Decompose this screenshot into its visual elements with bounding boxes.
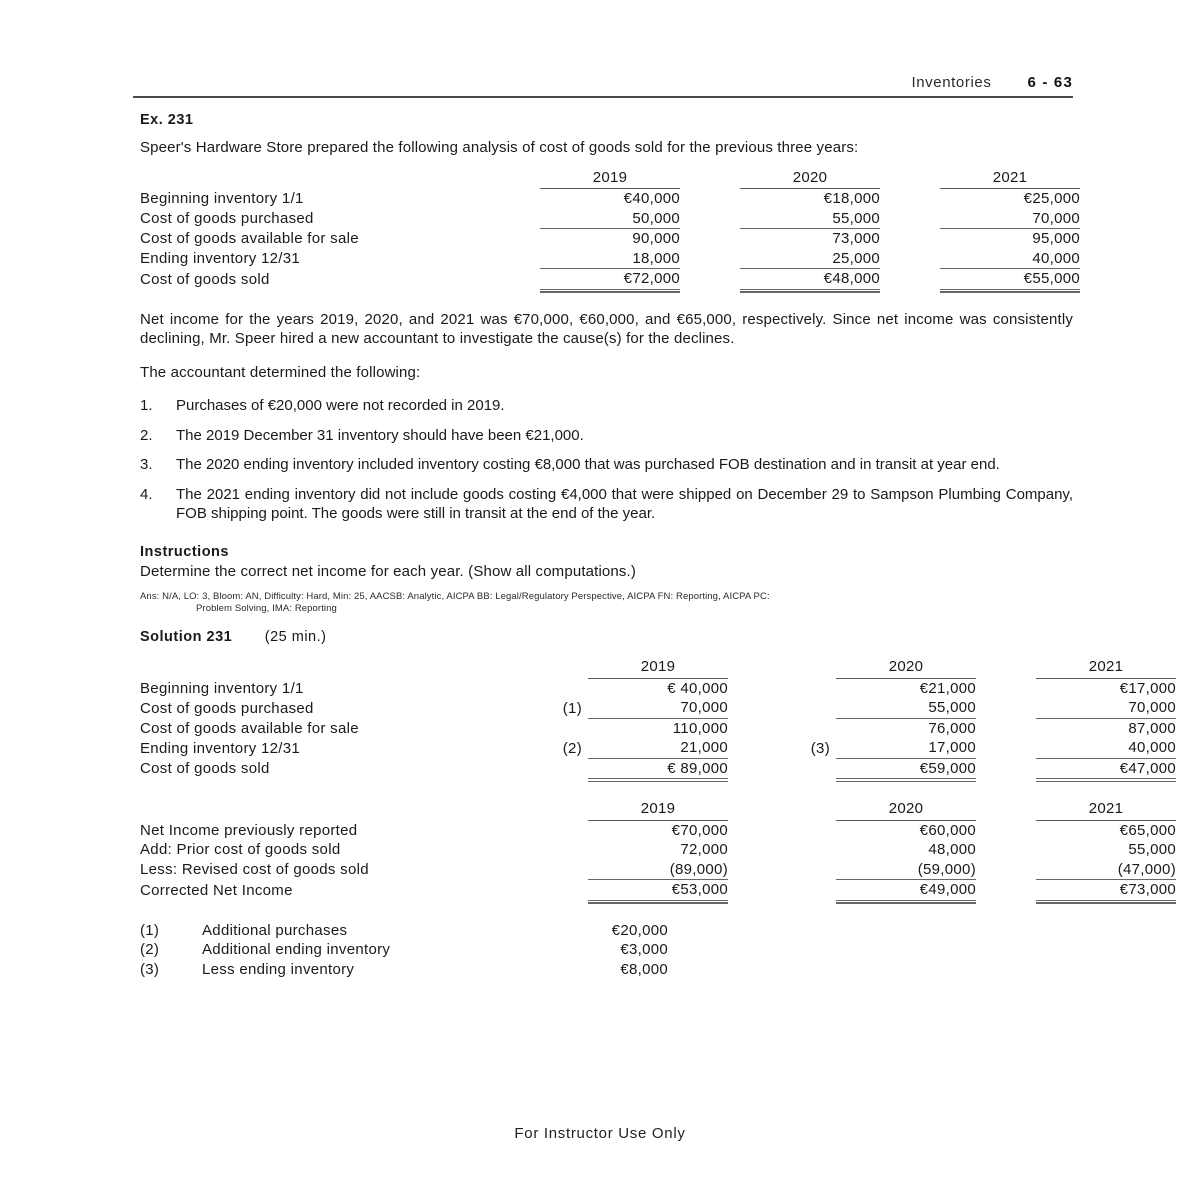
row-label: Less: Revised cost of goods sold: [140, 861, 369, 878]
row-value: (89,000): [588, 860, 728, 880]
row-value: 50,000: [540, 209, 680, 229]
row-ref: [788, 758, 836, 779]
ref-header: [540, 657, 588, 678]
table-row: [140, 698, 1176, 718]
row-label: Beginning inventory 1/1: [140, 679, 304, 697]
row-value: €18,000: [823, 190, 880, 207]
column-header-year-1: 2019: [588, 657, 728, 678]
table-header-row: [140, 657, 1176, 678]
table-total-row: [140, 269, 1080, 290]
solution-heading: [140, 629, 1073, 645]
row-value: (47,000): [1036, 860, 1176, 880]
header-divider-rule: [133, 96, 1073, 98]
ref-header: [788, 657, 836, 678]
row-value: 21,000: [588, 738, 728, 758]
list-item-text: The 2021 ending inventory did not include goods costing €4,000 that were shipped on December 29 to Sampson Plumbing Company, FOB shipping point. The goods were still in transit at the end of the year.: [176, 485, 1073, 522]
running-header: [133, 74, 1073, 91]
table-row: [140, 840, 1176, 860]
table-row: [140, 249, 1080, 269]
row-value: 72,000: [680, 841, 728, 858]
row-value: €73,000: [1036, 880, 1176, 901]
row-ref: [788, 678, 836, 698]
row-value: 70,000: [940, 209, 1080, 229]
ref-header: [540, 799, 588, 820]
row-value: €21,000: [919, 679, 976, 697]
header-page-number: 6 - 63: [1027, 74, 1073, 91]
table-corner-cell: [140, 657, 540, 678]
list-item-number: 2.: [140, 426, 153, 444]
column-gap: [880, 189, 940, 209]
row-ref: [540, 758, 588, 779]
table-row: [140, 229, 1080, 249]
column-header-year-3: 2021: [1036, 657, 1176, 678]
row-ref: [540, 840, 588, 860]
column-gap: [976, 860, 1036, 880]
row-value: (59,000): [836, 860, 976, 880]
row-value: €70,000: [671, 821, 728, 839]
row-ref: [788, 718, 836, 738]
footnote-value: €20,000: [611, 921, 668, 939]
table-row: [140, 820, 1176, 840]
column-header-year-1: 2019: [588, 799, 728, 820]
column-gap: [976, 758, 1036, 779]
row-value: 40,000: [1036, 738, 1176, 758]
row-value: 55,000: [836, 698, 976, 718]
row-value: 18,000: [540, 249, 680, 269]
column-gap: [680, 269, 740, 290]
footnote-row: [140, 960, 668, 980]
table-row: [140, 738, 1176, 758]
row-value: €49,000: [836, 880, 976, 901]
accountant-paragraph: The accountant determined the following:: [140, 363, 421, 381]
row-label: Corrected Net Income: [140, 881, 293, 899]
corrected-net-income-table: [140, 799, 1176, 901]
footnote-row: [140, 921, 668, 941]
footnote-row: [140, 940, 668, 960]
column-gap: [976, 880, 1036, 901]
column-gap: [680, 209, 740, 229]
row-value: €72,000: [540, 269, 680, 290]
row-value: €17,000: [1119, 679, 1176, 697]
list-item-number: 1.: [140, 397, 153, 414]
table-row: [140, 718, 1176, 738]
list-item: [140, 485, 1073, 524]
row-value: €53,000: [588, 880, 728, 901]
footnote-number: (3): [140, 960, 160, 978]
row-ref: [788, 880, 836, 901]
row-value: €60,000: [919, 821, 976, 839]
column-gap: [976, 678, 1036, 698]
row-label: Ending inventory 12/31: [140, 739, 301, 757]
row-value: €25,000: [1023, 190, 1080, 207]
row-ref: [540, 678, 588, 698]
row-value: € 40,000: [667, 679, 728, 697]
row-label: Cost of goods purchased: [140, 699, 314, 717]
solution-heading-label: Solution 231: [140, 629, 233, 645]
row-value: €48,000: [740, 269, 880, 290]
table-corner-cell: [140, 168, 540, 189]
column-gap: [728, 678, 788, 698]
column-header-year-3: 2021: [940, 168, 1080, 189]
column-gap: [728, 799, 788, 820]
footnote-text: Additional purchases: [202, 921, 348, 939]
row-value: 70,000: [1036, 698, 1176, 718]
row-label: Add: Prior cost of goods sold: [140, 841, 341, 858]
row-value: 70,000: [588, 698, 728, 718]
column-gap: [680, 168, 740, 189]
row-value: 95,000: [1032, 230, 1080, 247]
column-gap: [880, 209, 940, 229]
cost-of-goods-sold-table: [140, 168, 1080, 290]
document-body: [140, 112, 1176, 979]
list-item-text: The 2019 December 31 inventory should have been €21,000.: [176, 426, 584, 444]
footnotes-table: [140, 921, 668, 980]
column-gap: [880, 269, 940, 290]
column-gap: [728, 718, 788, 738]
table-total-row: [140, 880, 1176, 901]
header-chapter-title: Inventories: [911, 74, 992, 91]
footnote-number: (2): [140, 941, 160, 958]
table-row: [140, 860, 1176, 880]
instructions-text: Determine the correct net income for each year. (Show all computations.): [140, 562, 637, 580]
table-header-row: [140, 168, 1080, 189]
row-ref: (2): [562, 739, 582, 757]
exercise-intro-paragraph: Speer's Hardware Store prepared the following analysis of cost of goods sold for the previous three years:: [140, 139, 859, 156]
column-gap: [680, 189, 740, 209]
column-gap: [728, 860, 788, 880]
column-gap: [880, 229, 940, 249]
row-label: Net Income previously reported: [140, 821, 358, 839]
column-gap: [976, 698, 1036, 718]
column-gap: [728, 820, 788, 840]
column-gap: [976, 840, 1036, 860]
footnote-number: (1): [140, 921, 160, 939]
column-header-year-3: 2021: [1036, 799, 1176, 820]
table-row: [140, 678, 1176, 698]
row-value: €65,000: [1119, 821, 1176, 839]
table-corner-cell: [140, 799, 540, 820]
row-label: Cost of goods sold: [140, 270, 270, 288]
row-value: € 89,000: [588, 758, 728, 779]
column-header-year-2: 2020: [836, 657, 976, 678]
row-label: Cost of goods available for sale: [140, 230, 359, 247]
column-gap: [728, 738, 788, 758]
metadata-line-primary: Ans: N/A, LO: 3, Bloom: AN, Difficulty: Hard, Min: 25, AACSB: Analytic, AICPA BB: Legal/Regulatory Perspective, AICPA FN: Reporting, AICPA PC:: [140, 591, 770, 602]
column-gap: [728, 880, 788, 901]
exercise-heading: Ex. 231: [140, 112, 194, 128]
row-ref: [788, 860, 836, 880]
footnote-text: Less ending inventory: [202, 960, 355, 978]
table-total-row: [140, 758, 1176, 779]
column-header-year-2: 2020: [836, 799, 976, 820]
list-item: [140, 426, 1073, 446]
column-header-year-1: 2019: [540, 168, 680, 189]
page-footer: For Instructor Use Only: [514, 1125, 686, 1142]
column-gap: [728, 758, 788, 779]
row-ref: [788, 820, 836, 840]
row-value: €47,000: [1036, 758, 1176, 779]
row-value: 55,000: [740, 209, 880, 229]
column-gap: [880, 168, 940, 189]
row-value: €55,000: [940, 269, 1080, 290]
row-value: €40,000: [623, 190, 680, 207]
column-gap: [728, 657, 788, 678]
row-value: 87,000: [1128, 719, 1176, 737]
column-gap: [976, 738, 1036, 758]
row-ref: [540, 820, 588, 840]
footnote-value: €8,000: [620, 960, 668, 978]
row-ref: [540, 860, 588, 880]
row-ref: [788, 698, 836, 718]
row-ref: [788, 840, 836, 860]
footnote-value: €3,000: [620, 941, 668, 958]
list-item-number: 4.: [140, 485, 153, 503]
list-item: [140, 455, 1073, 475]
net-income-paragraph: Net income for the years 2019, 2020, and 2021 was €70,000, €60,000, and €65,000, respectively. Since net income was consistently declining, Mr. Speer hired a new accountant to investigate the cause(s) for the declines.: [140, 310, 1073, 347]
row-value: 76,000: [928, 719, 976, 737]
column-gap: [728, 840, 788, 860]
column-gap: [976, 657, 1036, 678]
column-gap: [680, 229, 740, 249]
row-value: €59,000: [836, 758, 976, 779]
findings-list: [140, 396, 1073, 524]
row-value: 40,000: [940, 249, 1080, 269]
row-label: Cost of goods purchased: [140, 210, 314, 227]
table-row: [140, 209, 1080, 229]
table-row: [140, 189, 1080, 209]
row-label: Ending inventory 12/31: [140, 250, 301, 267]
column-header-year-2: 2020: [740, 168, 880, 189]
solution-time-estimate: (25 min.): [264, 629, 327, 645]
footnote-text: Additional ending inventory: [202, 941, 391, 958]
row-value: 55,000: [1128, 841, 1176, 858]
list-item-text: Purchases of €20,000 were not recorded in 2019.: [176, 397, 505, 414]
column-gap: [976, 718, 1036, 738]
column-gap: [976, 799, 1036, 820]
solution-cost-of-goods-sold-table: [140, 657, 1176, 779]
row-value: 48,000: [928, 841, 976, 858]
column-gap: [880, 249, 940, 269]
row-ref: [540, 718, 588, 738]
metadata-line-continuation: Problem Solving, IMA: Reporting: [196, 603, 337, 614]
row-label: Beginning inventory 1/1: [140, 190, 304, 207]
metadata-line: [140, 591, 1073, 615]
row-ref: (3): [810, 739, 830, 757]
column-gap: [680, 249, 740, 269]
row-label: Cost of goods available for sale: [140, 719, 359, 737]
list-item: [140, 396, 1073, 416]
column-gap: [728, 698, 788, 718]
row-value: 25,000: [740, 249, 880, 269]
row-label: Cost of goods sold: [140, 760, 270, 777]
row-value: 90,000: [632, 230, 680, 247]
column-gap: [976, 820, 1036, 840]
table-header-row: [140, 799, 1176, 820]
row-value: 17,000: [836, 738, 976, 758]
row-value: 73,000: [832, 230, 880, 247]
list-item-number: 3.: [140, 456, 153, 473]
instructions-heading: Instructions: [140, 543, 229, 560]
row-ref: [540, 880, 588, 901]
list-item-text: The 2020 ending inventory included inventory costing €8,000 that was purchased FOB destination and in transit at year end.: [176, 456, 1000, 473]
row-ref: (1): [562, 699, 582, 717]
ref-header: [788, 799, 836, 820]
row-value: 110,000: [672, 719, 728, 737]
